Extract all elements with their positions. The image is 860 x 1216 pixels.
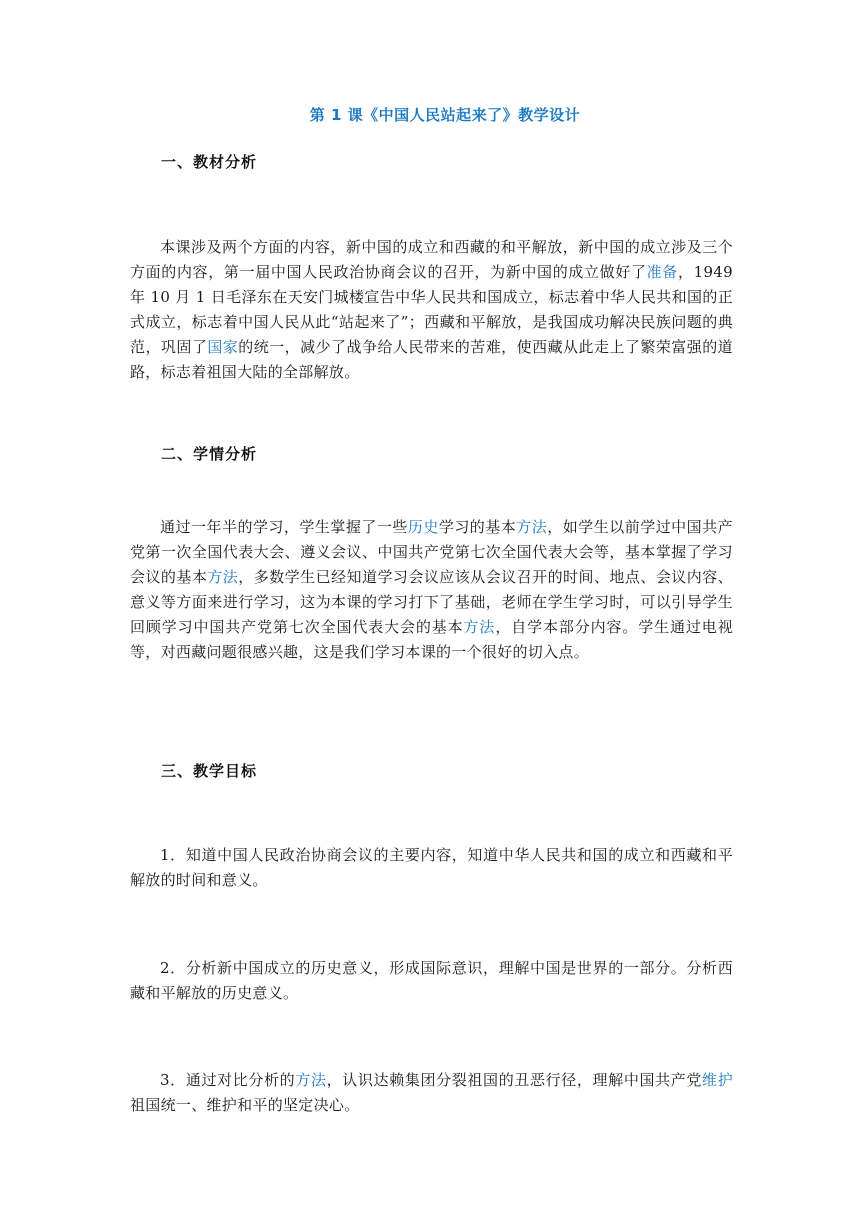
paragraph-goal-3 bbox=[130, 1068, 733, 1118]
inline-link[interactable]: 准备 bbox=[646, 263, 678, 281]
text-run: ，认识达赖集团分裂祖国的丑恶行径，理解中国共产党 bbox=[326, 1071, 703, 1089]
paragraph-student-analysis bbox=[130, 515, 733, 665]
text-run: ，1949 年 10 月 1 日毛泽东在天安门城楼宣告中华人民共和国成立，标志着中华人民共和国的正式成立，标志着中国人民从此“站起来了”；西藏和平解放，是我国成功解决民族问题的典范，巩固了 bbox=[130, 263, 733, 356]
inline-link[interactable]: 方法 bbox=[463, 618, 496, 636]
text-run: 2．分析新中国成立的历史意义，形成国际意识，理解中国是世界的一部分。分析西藏和平解放的历史意义。 bbox=[130, 959, 733, 1002]
text-run: ，自学本部分内容。学生通过电视等，对西藏问题很感兴趣，这是我们学习本课的一个很好的切入点。 bbox=[130, 618, 733, 661]
paragraph-textbook-analysis bbox=[130, 235, 733, 385]
text-run: 祖国统一、维护和平的坚定决心。 bbox=[130, 1096, 360, 1114]
inline-link[interactable]: 历史 bbox=[407, 518, 439, 536]
section-heading-textbook-analysis: 一、教材分析 bbox=[161, 153, 258, 171]
text-run: 学习的基本 bbox=[438, 518, 517, 536]
text-run: 的统一，减少了战争给人民带来的苦难，使西藏从此走上了繁荣富强的道路，标志着祖国大陆的全部解放。 bbox=[130, 338, 733, 381]
text-run: 通过一年半的学习，学生掌握了一些 bbox=[160, 518, 408, 536]
text-run: ，多数学生已经知道学习会议应该从会议召开的时间、地点、会议内容、意义等方面来进行学习，这为本课的学习打下了基础，老师在学生学习时，可以引导学生回顾学习中国共产党第七次全国代表大会的基本 bbox=[130, 568, 733, 636]
inline-link[interactable]: 方法 bbox=[295, 1071, 327, 1089]
text-run: 本课涉及两个方面的内容，新中国的成立和西藏的和平解放，新中国的成立涉及三个方面的内容，第一届中国人民政治协商会议的召开，为新中国的成立做好了 bbox=[130, 238, 733, 281]
section-heading-student-analysis: 二、学情分析 bbox=[161, 445, 258, 463]
text-run: 1．知道中国人民政治协商会议的主要内容，知道中华人民共和国的成立和西藏和平解放的时间和意义。 bbox=[130, 846, 733, 889]
inline-link[interactable]: 方法 bbox=[516, 518, 548, 536]
paragraph-goal-2 bbox=[130, 956, 733, 1006]
text-run: ，如学生以前学过中国共产党第一次全国代表大会、遵义会议、中国共产党第七次全国代表大会等，基本掌握了学习会议的基本 bbox=[130, 518, 733, 586]
paragraph-goal-1 bbox=[130, 843, 733, 893]
inline-link[interactable]: 方法 bbox=[207, 568, 239, 586]
text-run: 3．通过对比分析的 bbox=[160, 1071, 296, 1089]
document-title: 第 1 课《中国人民站起来了》教学设计 bbox=[309, 106, 581, 124]
inline-link[interactable]: 国家 bbox=[207, 338, 239, 356]
inline-link[interactable]: 维护 bbox=[702, 1071, 733, 1089]
section-heading-teaching-goals: 三、教学目标 bbox=[161, 762, 258, 780]
